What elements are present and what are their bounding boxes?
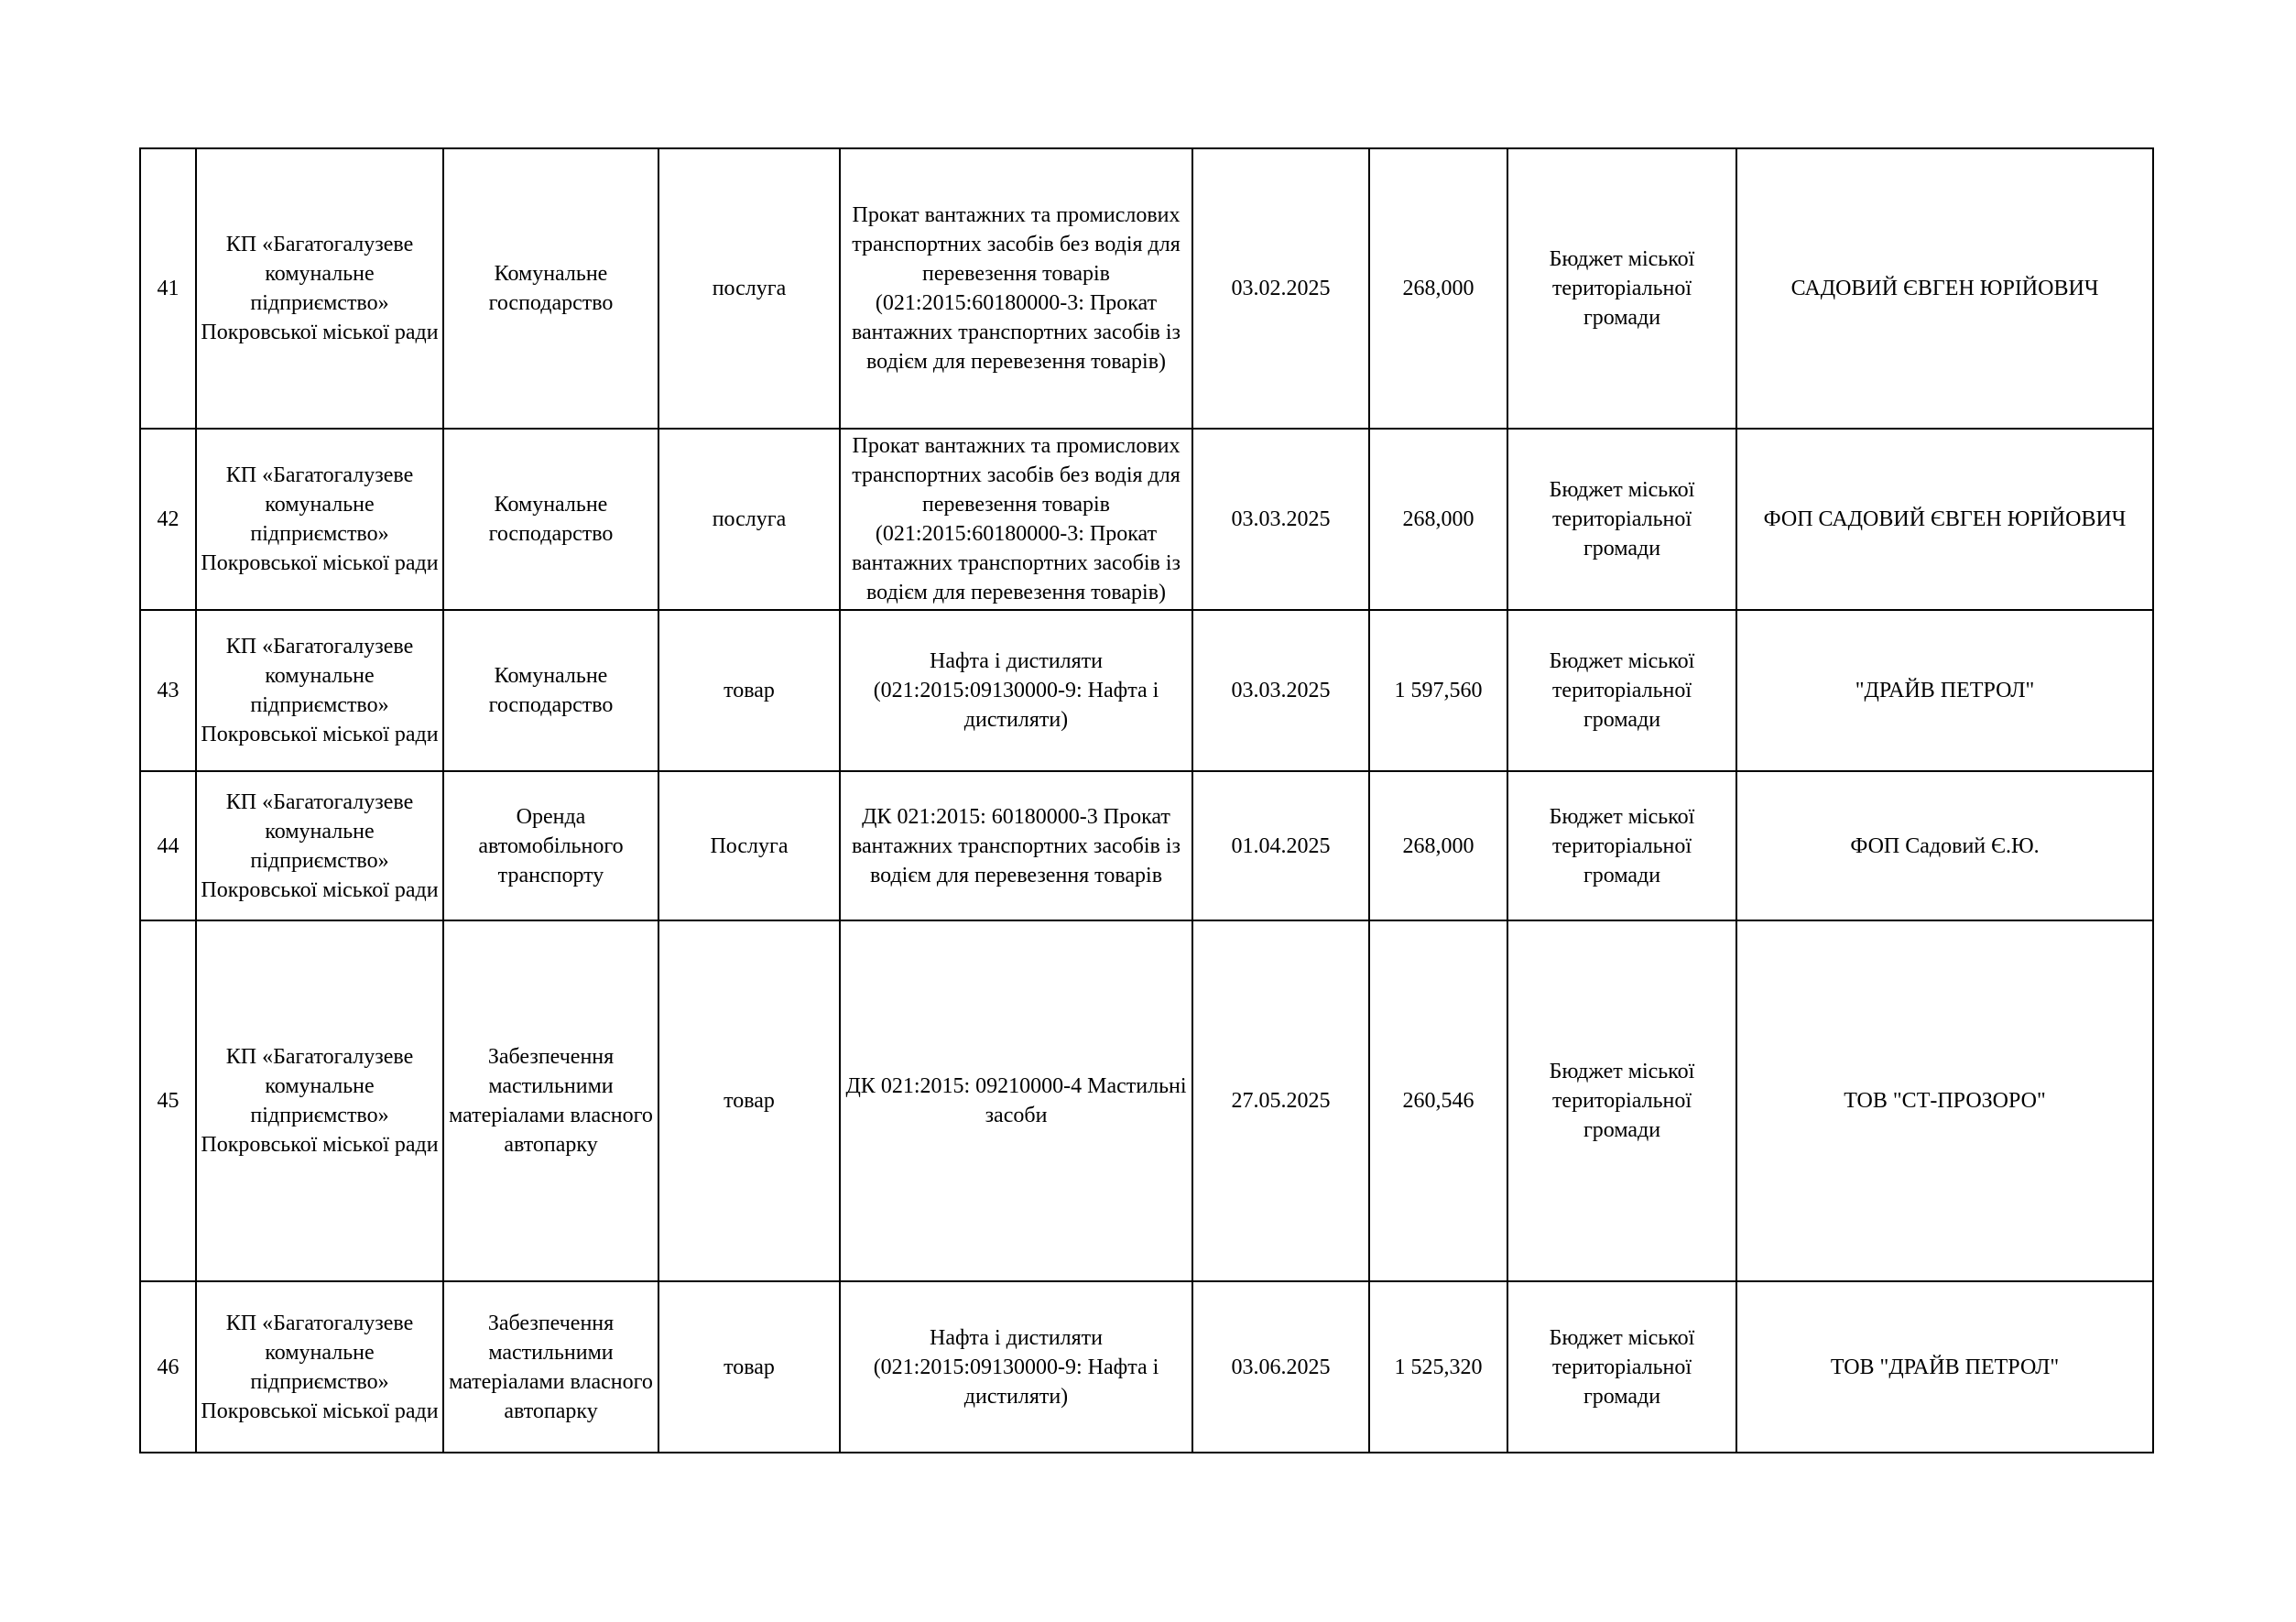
row-number-cell: 46 — [140, 1281, 196, 1453]
amount-cell: 268,000 — [1369, 429, 1507, 610]
customer-cell: КП «Багатогалузеве комунальне підприємство» Покровської міської ради — [196, 610, 443, 771]
amount-cell: 268,000 — [1369, 148, 1507, 429]
date-cell: 27.05.2025 — [1192, 920, 1369, 1281]
funding-source-cell: Бюджет міської територіальної громади — [1507, 771, 1736, 920]
type-cell: товар — [658, 920, 840, 1281]
customer-cell: КП «Багатогалузеве комунальне підприємство» Покровської міської ради — [196, 920, 443, 1281]
table-row — [140, 920, 2153, 1281]
funding-source-cell: Бюджет міської територіальної громади — [1507, 429, 1736, 610]
date-cell: 03.02.2025 — [1192, 148, 1369, 429]
date-cell: 03.03.2025 — [1192, 429, 1369, 610]
customer-cell: КП «Багатогалузеве комунальне підприємство» Покровської міської ради — [196, 771, 443, 920]
subject-cell: Прокат вантажних та промислових транспортних засобів без водія для перевезення товарів (021:2015:60180000-3: Прокат вантажних транспортних засобів із водієм для перевезення товарів) — [840, 429, 1192, 610]
supplier-cell: ФОП Садовий Є.Ю. — [1736, 771, 2153, 920]
subject-cell: ДК 021:2015: 60180000-3 Прокат вантажних транспортних засобів із водієм для перевезення товарів — [840, 771, 1192, 920]
document-page — [139, 147, 2152, 1453]
customer-cell: КП «Багатогалузеве комунальне підприємство» Покровської міської ради — [196, 148, 443, 429]
type-cell: послуга — [658, 429, 840, 610]
supplier-cell: "ДРАЙВ ПЕТРОЛ" — [1736, 610, 2153, 771]
purpose-cell: Комунальне господарство — [443, 429, 658, 610]
purpose-cell: Забезпечення мастильними матеріалами власного автопарку — [443, 920, 658, 1281]
amount-cell: 1 525,320 — [1369, 1281, 1507, 1453]
type-cell: послуга — [658, 148, 840, 429]
subject-cell: Прокат вантажних та промислових транспортних засобів без водія для перевезення товарів (021:2015:60180000-3: Прокат вантажних транспортних засобів із водієм для перевезення товарів) — [840, 148, 1192, 429]
date-cell: 03.06.2025 — [1192, 1281, 1369, 1453]
funding-source-cell: Бюджет міської територіальної громади — [1507, 1281, 1736, 1453]
table-row — [140, 429, 2153, 610]
subject-cell: Нафта і дистиляти (021:2015:09130000-9: Нафта і дистиляти) — [840, 610, 1192, 771]
type-cell: товар — [658, 610, 840, 771]
table-row — [140, 610, 2153, 771]
table-row — [140, 148, 2153, 429]
customer-cell: КП «Багатогалузеве комунальне підприємство» Покровської міської ради — [196, 429, 443, 610]
purpose-cell: Комунальне господарство — [443, 610, 658, 771]
amount-cell: 268,000 — [1369, 771, 1507, 920]
procurement-table — [139, 147, 2154, 1453]
row-number-cell: 45 — [140, 920, 196, 1281]
amount-cell: 260,546 — [1369, 920, 1507, 1281]
supplier-cell: ТОВ "СТ-ПРОЗОРО" — [1736, 920, 2153, 1281]
funding-source-cell: Бюджет міської територіальної громади — [1507, 920, 1736, 1281]
purpose-cell: Оренда автомобільного транспорту — [443, 771, 658, 920]
row-number-cell: 44 — [140, 771, 196, 920]
table-row — [140, 1281, 2153, 1453]
type-cell: товар — [658, 1281, 840, 1453]
supplier-cell: ФОП САДОВИЙ ЄВГЕН ЮРІЙОВИЧ — [1736, 429, 2153, 610]
subject-cell: Нафта і дистиляти (021:2015:09130000-9: Нафта і дистиляти) — [840, 1281, 1192, 1453]
subject-cell: ДК 021:2015: 09210000-4 Мастильні засоби — [840, 920, 1192, 1281]
row-number-cell: 42 — [140, 429, 196, 610]
date-cell: 01.04.2025 — [1192, 771, 1369, 920]
table-row — [140, 771, 2153, 920]
amount-cell: 1 597,560 — [1369, 610, 1507, 771]
row-number-cell: 43 — [140, 610, 196, 771]
type-cell: Послуга — [658, 771, 840, 920]
row-number-cell: 41 — [140, 148, 196, 429]
purpose-cell: Комунальне господарство — [443, 148, 658, 429]
funding-source-cell: Бюджет міської територіальної громади — [1507, 610, 1736, 771]
supplier-cell: ТОВ "ДРАЙВ ПЕТРОЛ" — [1736, 1281, 2153, 1453]
supplier-cell: САДОВИЙ ЄВГЕН ЮРІЙОВИЧ — [1736, 148, 2153, 429]
purpose-cell: Забезпечення мастильними матеріалами власного автопарку — [443, 1281, 658, 1453]
funding-source-cell: Бюджет міської територіальної громади — [1507, 148, 1736, 429]
customer-cell: КП «Багатогалузеве комунальне підприємство» Покровської міської ради — [196, 1281, 443, 1453]
date-cell: 03.03.2025 — [1192, 610, 1369, 771]
